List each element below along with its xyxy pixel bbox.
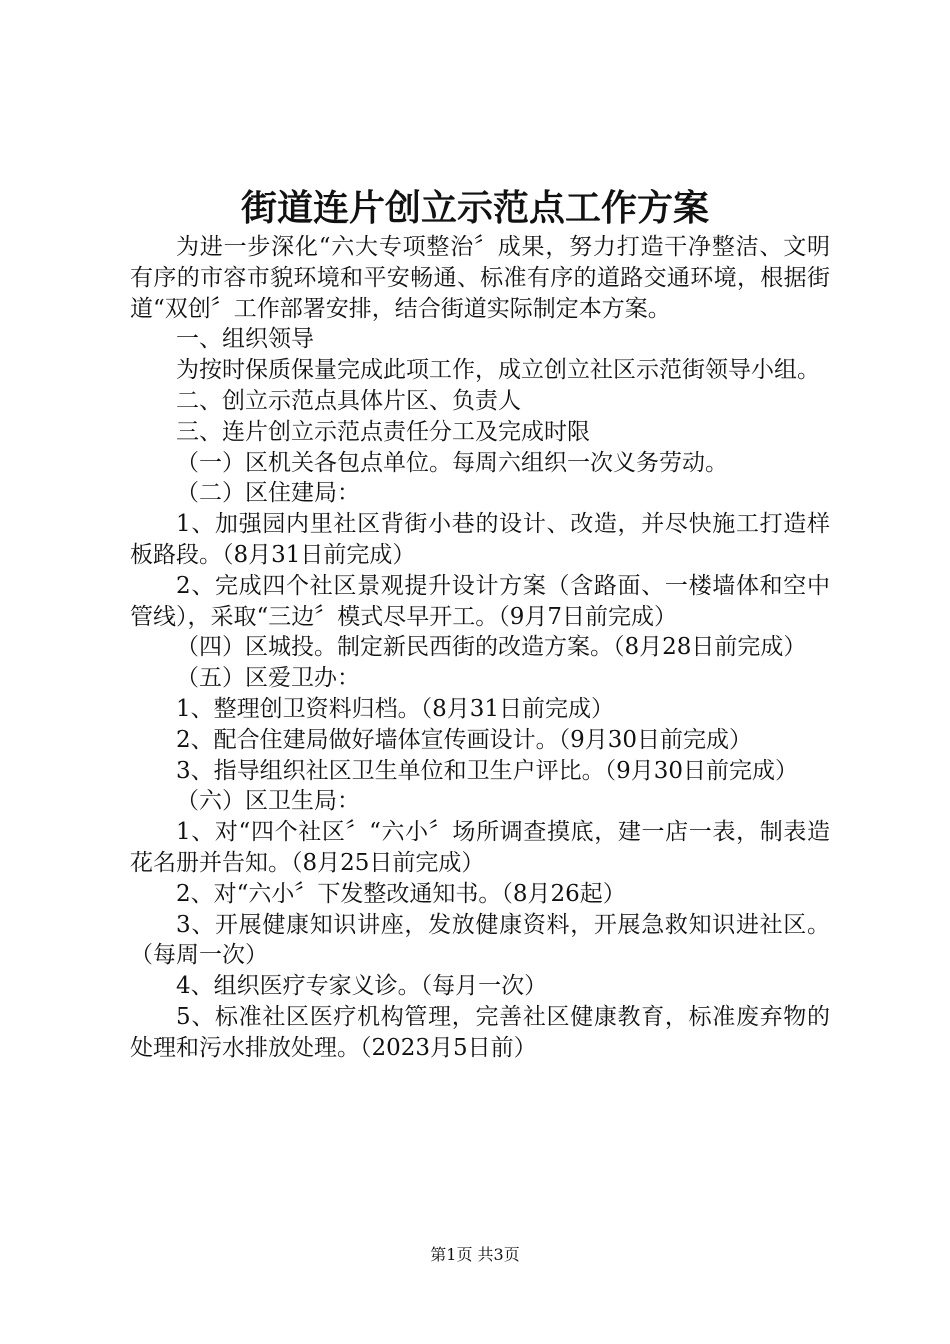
page-footer: 第1页 共3页: [430, 1245, 520, 1264]
heading-responsibilities: 三、连片创立示范点责任分工及完成时限: [176, 418, 590, 445]
heading-areas: 二、创立示范点具体片区、负责人: [176, 387, 521, 414]
task-housing-2: 2、完成四个社区景观提升设计方案（含路面、一楼墙体和空中管线），采取“三边〞模式尽早开工。（9月7日前完成）: [130, 572, 830, 630]
item-agency-units: （一）区机关各包点单位。每周六组织一次义务劳动。: [176, 449, 728, 476]
item-housing-bureau: （二）区住建局：: [176, 480, 360, 507]
task-health-office-2: 2、配合住建局做好墙体宣传画设计。（9月30日前完成）: [176, 726, 753, 753]
task-health-office-3: 3、指导组织社区卫生单位和卫生户评比。（9月30日前完成）: [176, 757, 799, 784]
task-health-bureau-1: 1、对“四个社区〞“六小〞场所调查摸底，建一店一表，制表造花名册并告知。（8月25日前完成）: [130, 819, 830, 876]
paragraph-organization: 为按时保质保量完成此项工作，成立创立社区示范街领导小组。: [176, 357, 820, 384]
task-health-bureau-4: 4、组织医疗专家义诊。（每月一次）: [176, 973, 548, 1000]
document-body: [130, 232, 830, 1064]
task-health-bureau-2: 2、对“六小〞下发整改通知书。（8月26起）: [176, 880, 626, 907]
item-city-investment: （四）区城投。制定新民西街的改造方案。（8月28日前完成）: [176, 634, 807, 661]
item-health-bureau: （六）区卫生局：: [176, 788, 360, 815]
task-health-office-1: 1、整理创卫资料归档。（8月31日前完成）: [176, 695, 615, 722]
paragraph-intro: 为进一步深化“六大专项整治〞成果，努力打造干净整洁、文明有序的市容市貌环境和平安畅通、标准有序的道路交通环境，根据街道“双创〞工作部署安排，结合街道实际制定本方案。: [130, 234, 830, 322]
task-housing-1: 1、加强园内里社区背街小巷的设计、改造，并尽快施工打造样板路段。（8月31日前完成）: [130, 511, 830, 568]
heading-organization: 一、组织领导: [176, 326, 314, 353]
document-title: 街道连片创立示范点工作方案: [240, 187, 709, 229]
item-patriotic-health-office: （五）区爱卫办：: [176, 665, 360, 692]
task-health-bureau-5: 5、标准社区医疗机构管理，完善社区健康教育，标准废弃物的处理和污水排放处理。（2023月5日前）: [130, 1003, 830, 1061]
task-health-bureau-3: 3、开展健康知识讲座，发放健康资料，开展急救知识进社区。（每周一次）: [130, 911, 830, 969]
